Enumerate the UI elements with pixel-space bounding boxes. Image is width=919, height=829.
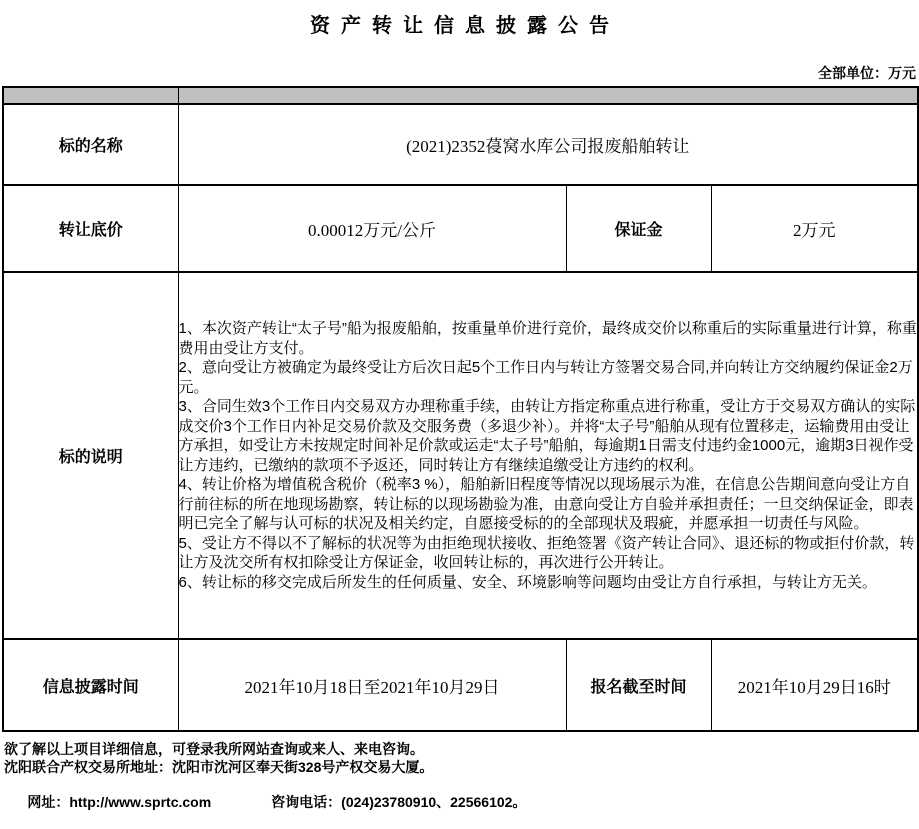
description-item-5: 5、受让方不得以不了解标的状况等为由拒绝现状接收、拒绝签署《资产转让合同》、退还标的物或拒付价款，转让方及沈交所有权扣除受让方保证金，收回转让标的，再次进行公开转让。 <box>178 534 915 571</box>
footer-phone: 咨询电话：(024)23780910、22566102。 <box>271 793 527 810</box>
base-price-label: 转让底价 <box>3 185 178 272</box>
footer-info-line: 欲了解以上项目详细信息，可登录我所网站查询或来人、来电咨询。 <box>4 741 424 757</box>
header-spacer-cell-right <box>178 87 918 104</box>
table-row-subject-name <box>3 104 918 185</box>
unit-note: 全部单位：万元 <box>818 65 916 81</box>
footer <box>4 741 919 829</box>
footer-address-line: 沈阳联合产权交易所地址：沈阳市沈河区奉天街328号产权交易大厦。 <box>4 758 434 775</box>
base-price-value: 0.00012万元/公斤 <box>178 185 566 272</box>
deposit-label: 保证金 <box>566 185 711 272</box>
description-item-3: 3、合同生效3个工作日内交易双方办理称重手续，由转让方指定称重点进行称重，受让方于交易双方确认的实际成交价3个工作日内补足交易价款及交服务费（多退少补）。并将“太子号”船舶从现有位置移走，运输费用由受让方承担，如受让方未按规定时间补足价款或运走“太子号”船舶，每逾期1日需支付违约金1000元，逾期3日视作受让方违约，已缴纳的款项不予返还，同时转让方有继续追缴受让方违约的权利。 <box>178 398 916 474</box>
registration-deadline-label: 报名截至时间 <box>566 639 711 731</box>
table-row-description <box>3 272 918 639</box>
description-value <box>178 272 918 639</box>
disclosure-time-label: 信息披露时间 <box>3 639 178 731</box>
registration-deadline-value: 2021年10月29日16时 <box>711 639 918 731</box>
description-item-2: 2、意向受让方被确定为最终受让方后次日起5个工作日内与转让方签署交易合同,并向转让方交纳履约保证金2万元。 <box>178 359 913 396</box>
subject-name-value: (2021)2352葠窝水库公司报废船舶转让 <box>178 104 918 185</box>
disclosure-table <box>2 86 919 732</box>
page-title: 资产转让信息披露公告 <box>310 15 620 37</box>
footer-contact-line <box>4 776 919 829</box>
subject-name-label: 标的名称 <box>3 104 178 185</box>
header-spacer-cell-left <box>3 87 178 104</box>
footer-website: 网址：http://www.sprtc.com <box>27 793 212 810</box>
description-item-6: 6、转让标的移交完成后所发生的任何质量、安全、环境影响等问题均由受让方自行承担，与转让方无关。 <box>178 573 877 591</box>
table-header-row <box>3 87 918 104</box>
disclosure-time-value: 2021年10月18日至2021年10月29日 <box>178 639 566 731</box>
description-label: 标的说明 <box>3 272 178 639</box>
table-row-price-deposit <box>3 185 918 272</box>
description-item-1: 1、本次资产转让“太子号”船为报废船舶，按重量单价进行竞价，最终成交价以称重后的实际重量进行计算，称重费用由受让方支付。 <box>178 320 917 357</box>
deposit-value: 2万元 <box>711 185 918 272</box>
table-row-times <box>3 639 918 731</box>
description-item-4: 4、转让价格为增值税含税价（税率3 %），船舶新旧程度等情况以现场展示为准，在信息公告期间意向受让方自行前往标的所在地现场勘察，转让标的以现场勘验为准，由意向受让方自验并承担责任；一旦交纳保证金，即表明已完全了解与认可标的状况及相关约定，自愿接受标的的全部现状及瑕疵，并愿承担一切责任与风险。 <box>178 476 914 532</box>
